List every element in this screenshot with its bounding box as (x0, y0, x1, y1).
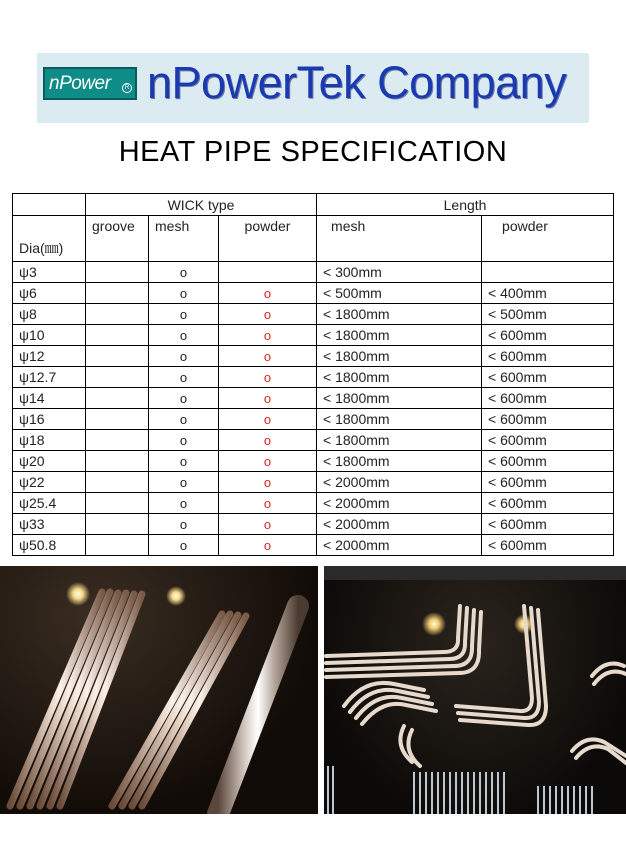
mesh-cell: o (149, 262, 219, 283)
length-mesh-cell: < 1800mm (317, 367, 482, 388)
mesh-cell: o (149, 535, 219, 556)
header-banner (37, 53, 589, 123)
powder-cell: o (219, 430, 317, 451)
length-header: Length (317, 194, 614, 216)
length-powder-cell: < 600mm (482, 451, 614, 472)
table-row (13, 262, 614, 283)
dia-cell: ψ3 (13, 262, 86, 283)
groove-cell (86, 535, 149, 556)
mesh-cell: o (149, 493, 219, 514)
length-powder-cell: < 400mm (482, 283, 614, 304)
table-row (13, 325, 614, 346)
length-mesh-cell: < 1800mm (317, 325, 482, 346)
mesh-header: mesh (149, 216, 219, 262)
table-row (13, 409, 614, 430)
groove-cell (86, 346, 149, 367)
dia-cell: ψ10 (13, 325, 86, 346)
groove-cell (86, 325, 149, 346)
length-mesh-cell: < 1800mm (317, 388, 482, 409)
length-mesh-cell: < 2000mm (317, 514, 482, 535)
mesh-cell: o (149, 367, 219, 388)
straight-pipes-illustration (0, 566, 318, 814)
groove-cell (86, 472, 149, 493)
registered-mark-icon: R (122, 83, 132, 93)
page-title: HEAT PIPE SPECIFICATION (118, 136, 508, 168)
groove-cell (86, 367, 149, 388)
powder-cell: o (219, 409, 317, 430)
groove-header: groove (86, 216, 149, 262)
length-mesh-cell: < 1800mm (317, 451, 482, 472)
table-group-header-row (13, 194, 614, 216)
dia-cell: ψ12.7 (13, 367, 86, 388)
table-row (13, 388, 614, 409)
dia-cell: ψ18 (13, 430, 86, 451)
logo-text: nPower (49, 72, 111, 94)
powder-cell: o (219, 304, 317, 325)
powder-cell: o (219, 283, 317, 304)
length-powder-cell: < 600mm (482, 409, 614, 430)
table-row (13, 472, 614, 493)
groove-cell (86, 262, 149, 283)
table-row (13, 367, 614, 388)
dia-cell: ψ25.4 (13, 493, 86, 514)
length-mesh-cell: < 300mm (317, 262, 482, 283)
spec-table (12, 193, 614, 556)
groove-cell (86, 388, 149, 409)
length-powder-cell: < 600mm (482, 514, 614, 535)
mesh-cell: o (149, 325, 219, 346)
dia-cell: ψ33 (13, 514, 86, 535)
groove-cell (86, 514, 149, 535)
dia-cell: ψ12 (13, 346, 86, 367)
powder-cell: o (219, 325, 317, 346)
groove-cell (86, 430, 149, 451)
length-mesh-cell: < 2000mm (317, 472, 482, 493)
length-mesh-cell: < 1800mm (317, 409, 482, 430)
length-mesh-cell: < 1800mm (317, 304, 482, 325)
mesh-cell: o (149, 514, 219, 535)
length-powder-cell: < 600mm (482, 535, 614, 556)
powder-cell: o (219, 493, 317, 514)
dia-cell: ψ16 (13, 409, 86, 430)
length-mesh-cell: < 1800mm (317, 346, 482, 367)
heat-pipe-straight-photo (0, 566, 318, 814)
table-row (13, 346, 614, 367)
powder-cell: o (219, 367, 317, 388)
length-mesh-header: mesh (317, 216, 482, 262)
dia-cell: ψ50.8 (13, 535, 86, 556)
length-powder-header: powder (482, 216, 614, 262)
length-powder-cell: < 600mm (482, 367, 614, 388)
powder-cell: o (219, 451, 317, 472)
groove-cell (86, 304, 149, 325)
groove-cell (86, 409, 149, 430)
table-row (13, 535, 614, 556)
table-column-header-row (13, 216, 614, 262)
bent-pipes-illustration (324, 566, 626, 814)
table-row (13, 451, 614, 472)
table-row (13, 304, 614, 325)
length-powder-cell (482, 262, 614, 283)
table-row (13, 493, 614, 514)
mesh-cell: o (149, 409, 219, 430)
powder-cell: o (219, 472, 317, 493)
length-mesh-cell: < 2000mm (317, 493, 482, 514)
groove-cell (86, 493, 149, 514)
company-name: nPowerTek Company (147, 57, 567, 108)
powder-cell: o (219, 535, 317, 556)
heat-pipe-bent-photo (324, 566, 626, 814)
company-logo (43, 67, 137, 100)
table-row (13, 430, 614, 451)
powder-cell: o (219, 388, 317, 409)
mesh-cell: o (149, 346, 219, 367)
mesh-cell: o (149, 451, 219, 472)
length-mesh-cell: < 1800mm (317, 430, 482, 451)
groove-cell (86, 283, 149, 304)
powder-cell: o (219, 346, 317, 367)
powder-cell: o (219, 514, 317, 535)
length-powder-cell: < 600mm (482, 388, 614, 409)
dia-cell: ψ8 (13, 304, 86, 325)
groove-cell (86, 451, 149, 472)
dia-cell: ψ22 (13, 472, 86, 493)
header-empty-cell (13, 194, 86, 216)
length-powder-cell: < 600mm (482, 493, 614, 514)
mesh-cell: o (149, 388, 219, 409)
mesh-cell: o (149, 430, 219, 451)
length-powder-cell: < 600mm (482, 346, 614, 367)
length-mesh-cell: < 2000mm (317, 535, 482, 556)
mesh-cell: o (149, 283, 219, 304)
dia-cell: ψ14 (13, 388, 86, 409)
wick-type-header: WICK type (86, 194, 317, 216)
mesh-cell: o (149, 472, 219, 493)
table-row (13, 283, 614, 304)
dia-cell: ψ6 (13, 283, 86, 304)
length-powder-cell: < 500mm (482, 304, 614, 325)
dia-cell: ψ20 (13, 451, 86, 472)
dia-header: Dia(㎜) (13, 216, 86, 262)
powder-cell (219, 262, 317, 283)
length-powder-cell: < 600mm (482, 325, 614, 346)
powder-header: powder (219, 216, 317, 262)
length-powder-cell: < 600mm (482, 430, 614, 451)
length-powder-cell: < 600mm (482, 472, 614, 493)
table-row (13, 514, 614, 535)
length-mesh-cell: < 500mm (317, 283, 482, 304)
mesh-cell: o (149, 304, 219, 325)
